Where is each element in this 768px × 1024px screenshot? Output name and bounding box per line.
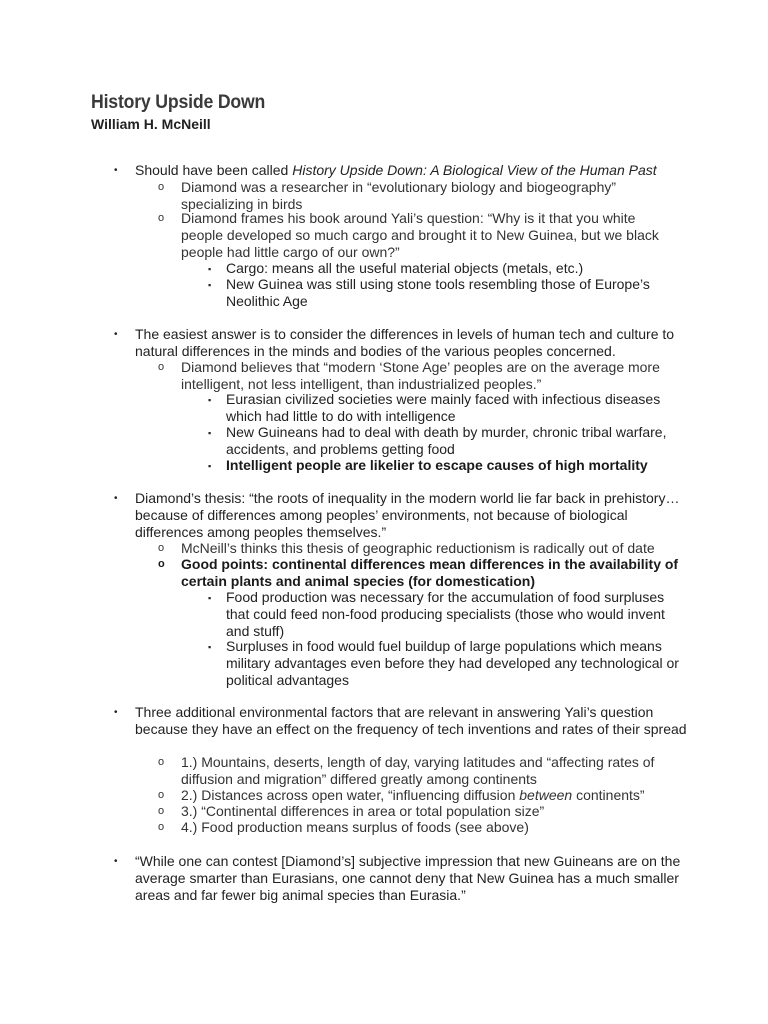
sub-sub-bullet-3b1 [208,589,686,639]
bullet-marker: • [114,856,118,867]
sub-bullet-marker: o [158,821,165,833]
sub-sub-bullet-text: New Guinea was still using stone tools resembling those of Europe’s Neolithic Age [226,276,650,309]
bullet-text: Three additional environmental factors that are relevant in answering Yali’s question because they have an effect on the frequency of tech inventions and rates of their spread [135,704,687,737]
document-author: William H. McNeill [91,116,211,132]
sub-bullet-marker: o [158,558,165,570]
bullet-text: “While one can contest [Diamond’s] subjective impression that new Guineans are on the average smarter than Eurasians, one cannot deny that New Guinea has a much smaller areas and far fewer big animal species than Eurasia.” [135,853,681,903]
bullet-text: Diamond’s thesis: “the roots of inequality in the modern world lie far back in prehistory…because of differences among peoples’ environments, not because of biological differences among peoples themselves.” [135,490,680,540]
sub-sub-bullet-1b2 [208,276,686,310]
sub-bullet-4b [158,787,681,804]
bullet-marker: • [114,493,118,504]
sub-bullet-4a [158,754,681,788]
sub-sub-bullet-text: Intelligent people are likelier to escape causes of high mortality [226,457,648,473]
sub-bullet-4d [158,819,681,836]
sub-sub-bullet-text: Surpluses in food would fuel buildup of large populations which means military advantages even before they had developed any technological or political advantages [226,638,679,688]
square-bullet-marker: ▪ [208,395,212,405]
sub-sub-bullet-2a3 [208,457,686,474]
sub-bullet-text: 1.) Mountains, deserts, length of day, varying latitudes and “affecting rates of diffusion and migration” differed greatly among continents [181,754,655,787]
sub-bullet-marker: o [158,181,165,193]
bullet-2 [114,326,695,360]
sub-bullet-marker: o [158,789,165,801]
sub-bullet-marker: o [158,212,165,224]
sub-sub-bullet-text: Cargo: means all the useful material objects (metals, etc.) [226,260,584,276]
sub-sub-bullet-1b1 [208,260,686,277]
sub-bullet-4c [158,803,681,820]
sub-sub-bullet-3b2 [208,638,686,688]
sub-bullet-text: Diamond frames his book around Yali’s question: “Why is it that you white people developed so much cargo and brought it to New Guinea, but we black people had little cargo of our own?” [181,210,659,260]
bullet-1 [114,162,695,179]
bullet-text: Should have been called [135,162,293,178]
sub-bullet-text: 3.) “Continental differences in area or total population size” [181,803,545,819]
document-title: History Upside Down [91,92,266,113]
bullet-marker: • [114,707,118,718]
sub-bullet-text: 2.) Distances across open water, “influencing diffusion [181,787,520,803]
sub-bullet-marker: o [158,542,165,554]
square-bullet-marker: ▪ [208,593,212,603]
sub-bullet-text: Diamond believes that “modern ‘Stone Age’ peoples are on the average more intelligent, not less intelligent, than industrialized peoples.” [181,359,660,392]
sub-bullet-text: McNeill’s thinks this thesis of geographic reductionism is radically out of date [181,540,655,556]
bullet-marker: • [114,165,118,176]
sub-bullet-2a [158,359,681,393]
sub-bullet-1a [158,179,681,213]
square-bullet-marker: ▪ [208,280,212,290]
sub-sub-bullet-2a1 [208,391,686,425]
square-bullet-marker: ▪ [208,264,212,274]
sub-sub-bullet-text: Food production was necessary for the accumulation of food surpluses that could feed non-food producing specialists (those who would invent and stuff) [226,589,665,639]
sub-bullet-1b [158,210,681,260]
book-title-italic: History Upside Down: A Biological View of the Human Past [292,162,657,178]
sub-bullet-text: Good points: continental differences mean differences in the availability of certain plants and animal species (for domestication) [181,556,679,589]
square-bullet-marker: ▪ [208,642,212,652]
bullet-text: The easiest answer is to consider the differences in levels of human tech and culture to natural differences in the minds and bodies of the various peoples concerned. [135,326,675,359]
sub-bullet-marker: o [158,361,165,373]
sub-bullet-text: 4.) Food production means surplus of foods (see above) [181,819,529,835]
sub-bullet-text: Diamond was a researcher in “evolutionary biology and biogeography” specializing in birds [181,179,617,212]
sub-bullet-3a [158,540,681,557]
bullet-4 [114,704,695,738]
bullet-3 [114,490,695,540]
square-bullet-marker: ▪ [208,428,212,438]
sub-bullet-marker: o [158,756,165,768]
bullet-marker: • [114,329,118,340]
sub-sub-bullet-text: New Guineans had to deal with death by murder, chronic tribal warfare, accidents, and problems getting food [226,424,667,457]
emphasis-italic: between [519,787,573,803]
bullet-5 [114,853,695,903]
sub-sub-bullet-2a2 [208,424,686,458]
square-bullet-marker: ▪ [208,461,212,471]
sub-sub-bullet-text: Eurasian civilized societies were mainly faced with infectious diseases which had little to do with intelligence [226,391,661,424]
sub-bullet-marker: o [158,805,165,817]
sub-bullet-3b [158,556,681,590]
sub-bullet-text-end: continents” [572,787,645,803]
